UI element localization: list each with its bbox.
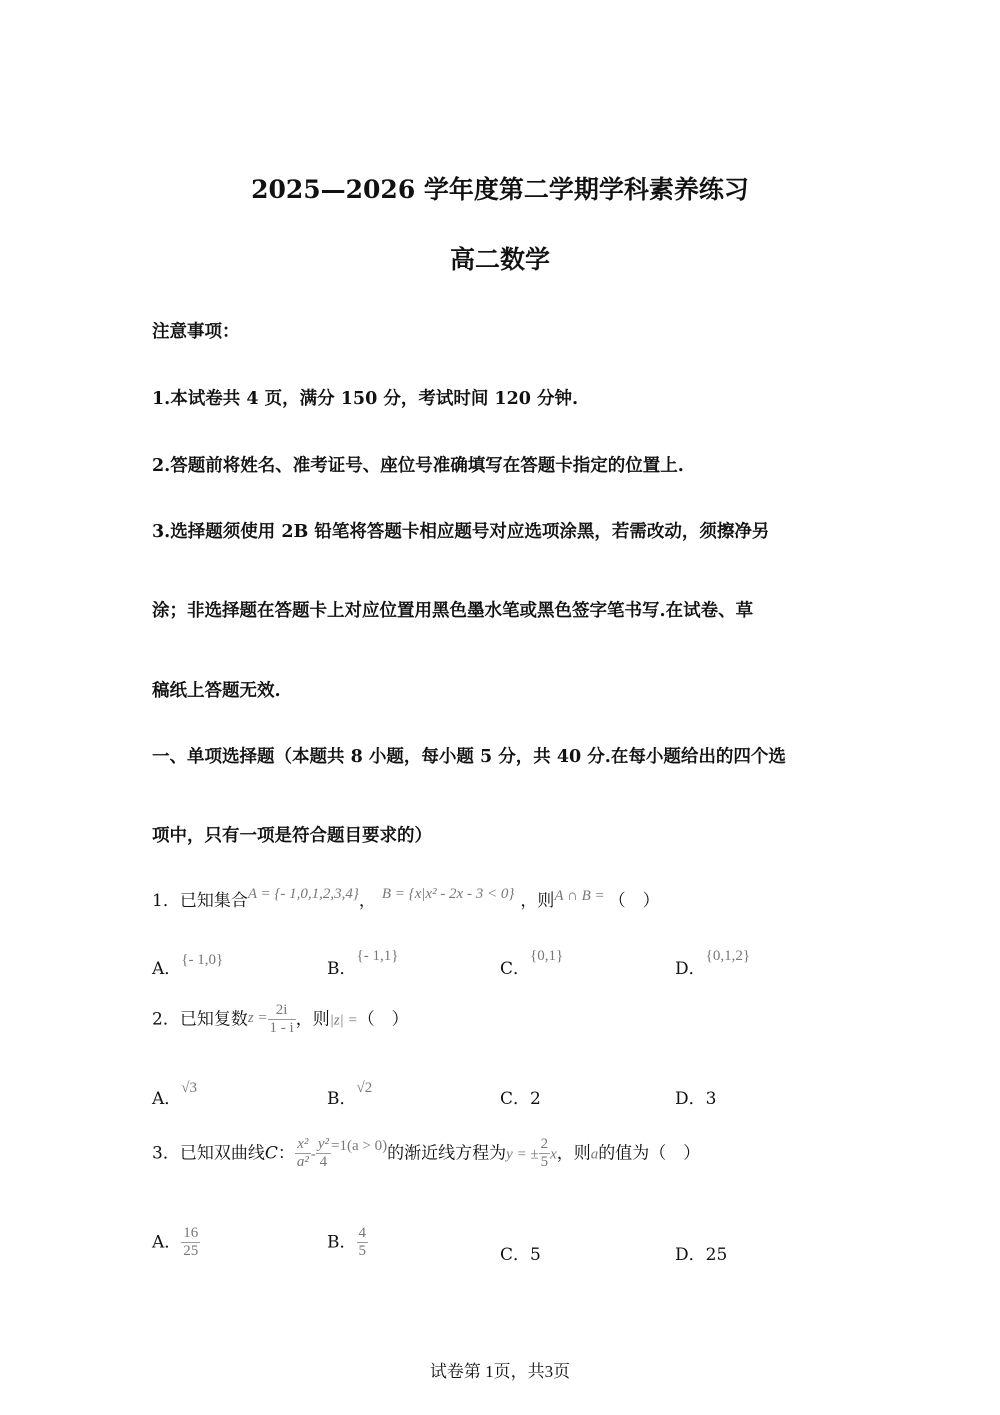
q3-fraction-slope: $\frac{2}{5}$ [540,1136,549,1171]
q1-expression: A ∩ B = [554,888,605,904]
q1-option-a-value: {- 1,0} [181,952,224,968]
exam-title: 2025—2026 学年度第二学期学科素养练习 [251,175,749,204]
note-item-3-line-3: 稿纸上答题无效. [152,681,281,701]
q3-fraction-x: $\frac{\text{x²}}{\text{a²}}$ [296,1136,309,1171]
q1-set-a: A = {- 1,0,1,2,3,4} [247,886,359,902]
q3-option-d: D．25 [675,1245,728,1265]
q1-option-d-value: {0,1,2} [705,948,751,964]
q1-option-b: B．{- 1,1} [327,948,399,979]
note-item-1: 1.本试卷共 4 页，满分 150 分，考试时间 120 分钟. [152,389,579,409]
question-2 [152,1002,409,1038]
q2-prefix: 2．已知复数 [152,1009,248,1030]
exam-subtitle: 高二数学 [449,245,550,274]
q2-fraction [268,1002,296,1038]
q1-option-c-value: {0,1} [530,948,564,964]
q2-option-c: C．2 [500,1089,541,1109]
q3-option-b: B． $\frac{4}{5}$ [327,1225,366,1260]
q2-z: z = [247,1010,268,1027]
section-heading-line-2: 项中，只有一项是符合题目要求的） [152,826,432,846]
q2-option-b: B．√2 [327,1080,373,1109]
q2-denominator: 1 - i [269,1020,294,1037]
section-heading-line-1: 一、单项选择题（本题共 8 小题，每小题 5 分，共 40 分.在每小题给出的四个选 [152,747,786,767]
q1-set-b: B = {x|x² - 2x - 3 < 0} [381,886,515,902]
q3-a: a [590,1146,599,1163]
page-footer: 试卷第 1页，共3页 [429,1362,571,1381]
q3-tail: 的值为（ ） [598,1143,701,1164]
q1-option-a: A．{- 1,0} [152,952,224,979]
note-item-3-line-2: 涂；非选择题在答题卡上对应位置用黑色墨水笔或黑色签字笔书写.在试卷、草 [152,601,754,621]
question-1 [152,886,660,911]
q3-option-b-value: $\frac{4}{5}$ [358,1225,366,1260]
q3-y-equals: y = ± [506,1146,539,1163]
question-3 [152,1136,700,1172]
q3-prefix: 3．已知双曲线 [152,1143,265,1164]
q1-prefix: 1．已知集合 [152,891,248,911]
q1-separator: ， [358,891,376,911]
notes-heading: 注意事项： [152,322,240,342]
q1-option-d: D．{0,1,2} [675,948,751,979]
q1-option-c: C．{0,1} [500,948,564,979]
q3-option-c: C．5 [500,1245,541,1265]
q2-option-c-value: 2 [530,1089,541,1109]
q3-mid2: ，则 [556,1143,591,1164]
q1-blank: （ ） [608,891,660,911]
q2-option-a: A．√3 [152,1080,198,1109]
q2-option-d-value: 3 [705,1089,717,1109]
q2-abs: |z| = [329,1012,358,1029]
q2-mid: ，则 [295,1009,330,1030]
q2-option-d: D．3 [675,1089,717,1109]
q1-option-b-value: {- 1,1} [356,948,399,964]
q2-blank: （ ） [357,1009,409,1030]
q3-option-a: A． $\frac{16}{25}$ [152,1225,199,1260]
q2-option-b-value: √2 [356,1080,373,1096]
q1-mid: ，则 [520,891,555,911]
q3-option-c-value: 5 [530,1245,541,1265]
q3-colon: ： [277,1143,295,1164]
q3-equation-rest: =1(a > 0) [331,1138,388,1155]
q3-option-d-value: 25 [705,1245,728,1265]
q3-x: x [550,1146,557,1163]
q3-option-a-value: $\frac{16}{25}$ [183,1225,199,1260]
q3-minus: - [310,1146,316,1163]
note-item-3-line-1: 3.选择题须使用 2B 铅笔将答题卡相应题号对应选项涂黑，若需改动，须擦净另 [152,522,770,542]
q3-fraction-y: $\frac{\text{y²}}{4}$ [317,1136,329,1171]
q2-option-a-value: √3 [181,1080,198,1096]
q3-mid: 的渐近线方程为 [387,1143,507,1164]
q2-numerator: 2i [268,1002,296,1020]
q3-c: C [264,1143,278,1164]
note-item-2: 2.答题前将姓名、准考证号、座位号准确填写在答题卡指定的位置上. [152,456,684,476]
